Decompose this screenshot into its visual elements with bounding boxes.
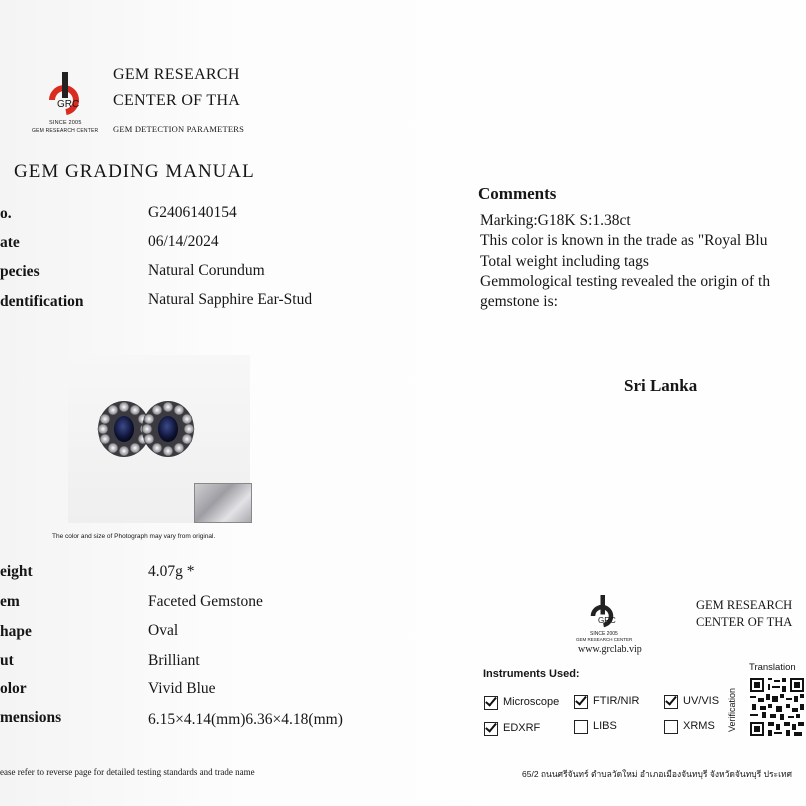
field-value-item: Faceted Gemstone [148,593,263,610]
field-label-dimensions: mensions [0,709,62,726]
translation-label: Translation [749,662,796,673]
field-value-species: Natural Corundum [148,262,265,279]
comments-title: Comments [478,184,557,203]
website-link[interactable]: www.grclab.vip [578,644,642,655]
seal-org-line2: CENTER OF THA [696,615,793,629]
field-label-shape: hape [0,623,32,640]
checkbox-label-ftir-nir: FTIR/NIR [593,695,640,707]
qr-code[interactable] [748,676,806,738]
field-label-color: olor [0,680,27,697]
logo-center: GEM RESEARCH CENTER [32,128,99,134]
field-label-item: em [0,593,20,610]
field-value-number: G2406140154 [148,204,237,221]
footer-note: ease refer to reverse page for detailed testing standards and trade name [0,767,255,777]
checkbox-uv-vis[interactable] [664,695,678,709]
field-label-identification: dentification [0,293,84,310]
field-label-number: o. [0,205,12,222]
page-title: GEM GRADING MANUAL [14,161,255,182]
field-value-date: 06/14/2024 [148,233,219,250]
checkbox-label-uv-vis: UV/VIS [683,695,720,707]
grc-logo [32,68,99,136]
comment-line: Marking:G18K S:1.38ct [480,212,631,229]
comment-line: This color is known in the trade as "Royal Blu [480,232,768,249]
checkbox-label-xrms: XRMS [683,720,715,732]
org-name-line1: GEM RESEARCH [113,66,240,83]
comment-line: Total weight including tags [480,253,649,270]
comment-line: gemstone is: [480,293,558,310]
verification-label: Verification [727,687,737,732]
logo-since: SINCE 2005 [49,120,82,126]
photo-note: The color and size of Photograph may vary from original. [52,533,216,540]
field-label-cut: ut [0,652,14,669]
checkbox-label-libs: LIBS [593,720,617,732]
checkbox-label-microscope: Microscope [503,696,560,708]
seal-since: SINCE 2005 [590,631,618,637]
checkbox-ftir-nir[interactable] [574,695,588,709]
field-value-cut: Brilliant [148,652,200,669]
seal-mark-text: GRC [598,616,616,625]
org-name-line2: CENTER OF THA [113,92,241,109]
field-value-identification: Natural Sapphire Ear-Stud [148,291,313,308]
checkbox-xrms[interactable] [664,720,678,734]
field-value-shape: Oval [148,622,179,639]
qr-code-icon [748,676,806,738]
footer-address: 65/2 ถนนศรีจันทร์ ตำบลวัดใหม่ อำเภอเมืองจันทบุรี จังหวัดจันทบุรี ประเทศ [522,769,793,779]
instruments-title: Instruments Used: [483,668,580,680]
seal-org-line1: GEM RESEARCH [696,598,793,612]
seal-center: GEM RESEARCH CENTER [576,637,633,642]
checkbox-microscope[interactable] [484,696,498,710]
field-value-weight: 4.07g * [148,563,195,580]
origin-country: Sri Lanka [624,376,698,395]
checkbox-edxrf[interactable] [484,722,498,736]
field-label-date: ate [0,234,20,251]
hologram-sticker [194,483,252,523]
logo-mark-text: GRC [57,99,80,110]
field-label-species: pecies [0,263,40,280]
detection-parameters: GEM DETECTION PARAMETERS [113,124,245,134]
field-label-weight: eight [0,563,33,580]
checkbox-label-edxrf: EDXRF [503,722,541,734]
checkbox-libs[interactable] [574,720,588,734]
comment-line: Gemmological testing revealed the origin of th [480,273,771,290]
field-value-color: Vivid Blue [148,680,216,697]
field-value-dimensions: 6.15×4.14(mm)6.36×4.18(mm) [148,711,343,728]
